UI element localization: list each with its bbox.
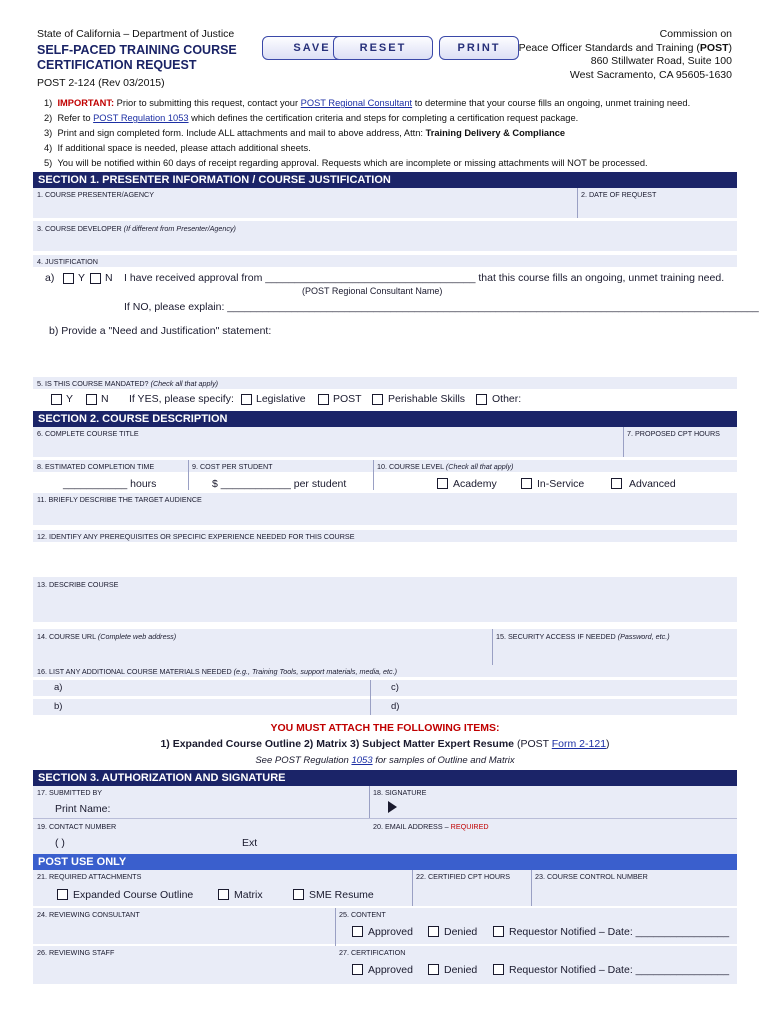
- field22-label: 22. CERTIFIED CPT HOURS: [416, 872, 510, 881]
- field14-label: 14. COURSE URL (Complete web address): [37, 632, 177, 641]
- outline-label: Expanded Course Outline: [73, 889, 194, 901]
- justification-no-checkbox[interactable]: [90, 273, 101, 284]
- reset-button[interactable]: RESET: [333, 36, 433, 60]
- instruction-4: 4) If additional space is needed, please attach additional sheets.: [44, 143, 311, 153]
- other-checkbox[interactable]: [476, 394, 487, 405]
- divider: [623, 427, 624, 457]
- save-button[interactable]: SAVE: [262, 36, 362, 60]
- date-of-request-input[interactable]: [581, 200, 731, 216]
- matrix-attached-checkbox[interactable]: [218, 889, 229, 900]
- field27-label: 27. CERTIFICATION: [339, 948, 406, 957]
- instructions-list: [44, 96, 690, 171]
- academy-label: Academy: [453, 478, 497, 490]
- field2-label: 2. DATE OF REQUEST: [581, 190, 657, 199]
- mandated-no-checkbox[interactable]: [86, 394, 97, 405]
- field15-label: 15. SECURITY ACCESS IF NEEDED (Password, etc.): [496, 632, 670, 641]
- no-label: N: [105, 272, 113, 284]
- field21-label: 21. REQUIRED ATTACHMENTS: [37, 872, 142, 881]
- phone-area-code: ( ): [55, 837, 65, 849]
- course-title-input[interactable]: [37, 439, 617, 455]
- approval-statement: I have received approval from ____________________________________ that this course fills an ongoing, unmet training need.: [124, 272, 725, 284]
- field11-label: 11. BRIEFLY DESCRIBE THE TARGET AUDIENCE: [37, 495, 202, 504]
- material-c-label: c): [391, 682, 399, 693]
- commission-line2: Peace Officer Standards and Training (POST): [518, 41, 732, 54]
- ext-label: Ext: [242, 837, 258, 849]
- target-audience-input[interactable]: [37, 506, 727, 522]
- material-a-label: a): [54, 682, 63, 693]
- course-developer-input[interactable]: [37, 233, 727, 249]
- cert-approved-checkbox[interactable]: [352, 964, 363, 975]
- cert-approved-label: Approved: [368, 964, 413, 976]
- content-denied-label: Denied: [444, 926, 478, 938]
- matrix-label: Matrix: [234, 889, 263, 901]
- security-access-input[interactable]: [496, 644, 732, 660]
- field18-label: 18. SIGNATURE: [373, 788, 427, 797]
- mandated-no-label: N: [101, 393, 109, 405]
- material-b-input[interactable]: [70, 700, 365, 714]
- divider: [370, 680, 371, 715]
- material-c-input[interactable]: [407, 681, 732, 695]
- divider: [188, 460, 189, 490]
- reviewing-consultant-input[interactable]: [37, 922, 327, 938]
- content-notified-checkbox[interactable]: [493, 926, 504, 937]
- divider: [492, 629, 493, 665]
- email-address-input[interactable]: [373, 836, 731, 851]
- completion-hours: ___________ hours: [63, 478, 157, 490]
- academy-checkbox[interactable]: [437, 478, 448, 489]
- cert-notified-checkbox[interactable]: [493, 964, 504, 975]
- field8-label: 8. ESTIMATED COMPLETION TIME: [37, 462, 155, 471]
- see-regulation-note: See POST Regulation 1053 for samples of Outline and Matrix: [255, 755, 515, 766]
- certified-cpt-hours-input[interactable]: [416, 886, 526, 902]
- field17-label: 17. SUBMITTED BY: [37, 788, 103, 797]
- field4-band: [33, 255, 737, 267]
- instruction-2: 2) Refer to POST Regulation 1053 which defines the certification criteria and steps for completing a certification request package.: [44, 113, 579, 123]
- regional-consultant-link[interactable]: POST Regional Consultant: [300, 98, 413, 108]
- mandated-yes-checkbox[interactable]: [51, 394, 62, 405]
- justification-a-label: a): [45, 272, 55, 284]
- section3-header: SECTION 3. AUTHORIZATION AND SIGNATURE: [33, 770, 737, 786]
- form-title-line2: CERTIFICATION REQUEST: [37, 58, 197, 72]
- form-number: POST 2-124 (Rev 03/2015): [37, 77, 165, 89]
- content-approved-checkbox[interactable]: [352, 926, 363, 937]
- field4-label: 4. JUSTIFICATION: [37, 257, 98, 266]
- field12-label: 12. IDENTIFY ANY PREREQUISITES OR SPECIFIC EXPERIENCE NEEDED FOR THIS COURSE: [37, 532, 355, 541]
- advanced-label: Advanced: [629, 478, 676, 490]
- material-d-label: d): [391, 701, 400, 712]
- field19-label: 19. CONTACT NUMBER: [37, 822, 117, 831]
- cost-per-student: $ ____________ per student: [212, 478, 347, 490]
- divider: [373, 460, 374, 490]
- in-service-checkbox[interactable]: [521, 478, 532, 489]
- perishable-skills-checkbox[interactable]: [372, 394, 383, 405]
- header-left: [37, 28, 237, 89]
- field13-label: 13. DESCRIBE COURSE: [37, 580, 119, 589]
- material-d-input[interactable]: [407, 700, 732, 714]
- extension-input[interactable]: [262, 836, 362, 851]
- commission-address: [519, 28, 732, 82]
- regulation-1053-link[interactable]: POST Regulation 1053: [93, 113, 189, 123]
- field23-label: 23. COURSE CONTROL NUMBER: [535, 872, 648, 881]
- if-no-explain: If NO, please explain: ___________________________________________________________________________________________: [124, 301, 759, 313]
- in-service-label: In-Service: [537, 478, 585, 490]
- field7-label: 7. PROPOSED CPT HOURS: [627, 429, 720, 438]
- print-name-input[interactable]: [115, 801, 365, 816]
- commission-line4: West Sacramento, CA 95605-1630: [569, 68, 732, 81]
- material-a-input[interactable]: [70, 681, 365, 695]
- field25-label: 25. CONTENT: [339, 910, 386, 919]
- field5-label: 5. IS THIS COURSE MANDATED? (Check all that apply): [37, 379, 219, 388]
- proposed-cpt-hours-input[interactable]: [627, 439, 732, 455]
- signature-arrow-icon: [388, 801, 397, 813]
- content-notified-label: Requestor Notified – Date: ________________: [509, 926, 730, 938]
- justification-yes-checkbox[interactable]: [63, 273, 74, 284]
- field9-label: 9. COST PER STUDENT: [192, 462, 273, 471]
- commission-line1: Commission on: [659, 28, 732, 40]
- describe-course-input[interactable]: [37, 590, 727, 620]
- perishable-skills-label: Perishable Skills: [388, 393, 466, 405]
- instruction-1: 1) IMPORTANT: Prior to submitting this request, contact your POST Regional Consultant to determine that your course fills an ongoing, unmet training need.: [44, 98, 691, 108]
- consultant-name-caption: (POST Regional Consultant Name): [302, 286, 443, 296]
- yes-label: Y: [78, 272, 86, 284]
- divider: [531, 870, 532, 906]
- section1-header: SECTION 1. PRESENTER INFORMATION / COURSE JUSTIFICATION: [33, 172, 737, 188]
- cert-denied-label: Denied: [444, 964, 478, 976]
- field16-label: 16. LIST ANY ADDITIONAL COURSE MATERIALS NEEDED (e.g., Training Tools, support materials, media, etc.): [37, 667, 398, 676]
- legislative-label: Legislative: [256, 393, 306, 405]
- need-justification-label: b) Provide a "Need and Justification" statement:: [49, 325, 272, 337]
- print-button[interactable]: PRINT: [439, 36, 519, 60]
- contact-number-input[interactable]: [105, 836, 235, 851]
- content-approved-label: Approved: [368, 926, 413, 938]
- field24-label: 24. REVIEWING CONSULTANT: [37, 910, 140, 919]
- sme-resume-attached-checkbox[interactable]: [293, 889, 304, 900]
- advanced-checkbox[interactable]: [611, 478, 622, 489]
- agency-name: State of California – Department of Justice: [37, 28, 235, 40]
- sme-resume-label: SME Resume: [309, 889, 374, 901]
- attachments-heading: YOU MUST ATTACH THE FOLLOWING ITEMS:: [270, 722, 500, 734]
- form-title-line1: SELF-PACED TRAINING COURSE: [37, 43, 237, 57]
- prerequisites-input[interactable]: [37, 544, 727, 574]
- legislative-checkbox[interactable]: [241, 394, 252, 405]
- course-url-input[interactable]: [37, 644, 487, 660]
- instruction-3: 3) Print and sign completed form. Include ALL attachments and mail to above address, Attn: Training Delivery & Compliance: [44, 128, 566, 138]
- form-2-121-link[interactable]: Form 2-121: [551, 738, 607, 750]
- attachments-items: 1) Expanded Course Outline 2) Matrix 3) Subject Matter Expert Resume (POST Form 2-121): [160, 738, 610, 750]
- instruction-5: 5) You will be notified within 60 days of receipt regarding approval. Requests which are incomplete or missing attachments will NOT be processed.: [44, 158, 648, 168]
- course-control-number-input[interactable]: [535, 886, 731, 902]
- need-justification-input[interactable]: [60, 340, 730, 374]
- regulation-1053-sample-link[interactable]: 1053: [351, 755, 373, 766]
- field26-label: 26. REVIEWING STAFF: [37, 948, 115, 957]
- field1-label: 1. COURSE PRESENTER/AGENCY: [37, 190, 155, 199]
- commission-line3: 860 Stillwater Road, Suite 100: [590, 55, 732, 67]
- field6-label: 6. COMPLETE COURSE TITLE: [37, 429, 139, 438]
- cert-notified-label: Requestor Notified – Date: ________________: [509, 964, 730, 976]
- print-name-label: Print Name:: [55, 803, 111, 815]
- field10-label: 10. COURSE LEVEL (Check all that apply): [377, 462, 514, 471]
- field20-label: 20. EMAIL ADDRESS – REQUIRED: [373, 822, 489, 831]
- content-denied-checkbox[interactable]: [428, 926, 439, 937]
- course-presenter-input[interactable]: [37, 200, 567, 216]
- other-label: Other:: [492, 393, 522, 405]
- mandated-yes-label: Y: [66, 393, 74, 405]
- divider: [577, 188, 578, 218]
- outline-attached-checkbox[interactable]: [57, 889, 68, 900]
- divider: [412, 870, 413, 906]
- if-yes-specify: If YES, please specify:: [129, 393, 234, 405]
- material-b-label: b): [54, 701, 63, 712]
- post-label: POST: [333, 393, 362, 405]
- section2-header: SECTION 2. COURSE DESCRIPTION: [33, 411, 737, 427]
- cert-denied-checkbox[interactable]: [428, 964, 439, 975]
- reviewing-staff-input[interactable]: [37, 961, 327, 977]
- post-checkbox[interactable]: [318, 394, 329, 405]
- post-use-header: POST USE ONLY: [33, 854, 737, 870]
- field3-label: 3. COURSE DEVELOPER (If different from Presenter/Agency): [37, 224, 236, 233]
